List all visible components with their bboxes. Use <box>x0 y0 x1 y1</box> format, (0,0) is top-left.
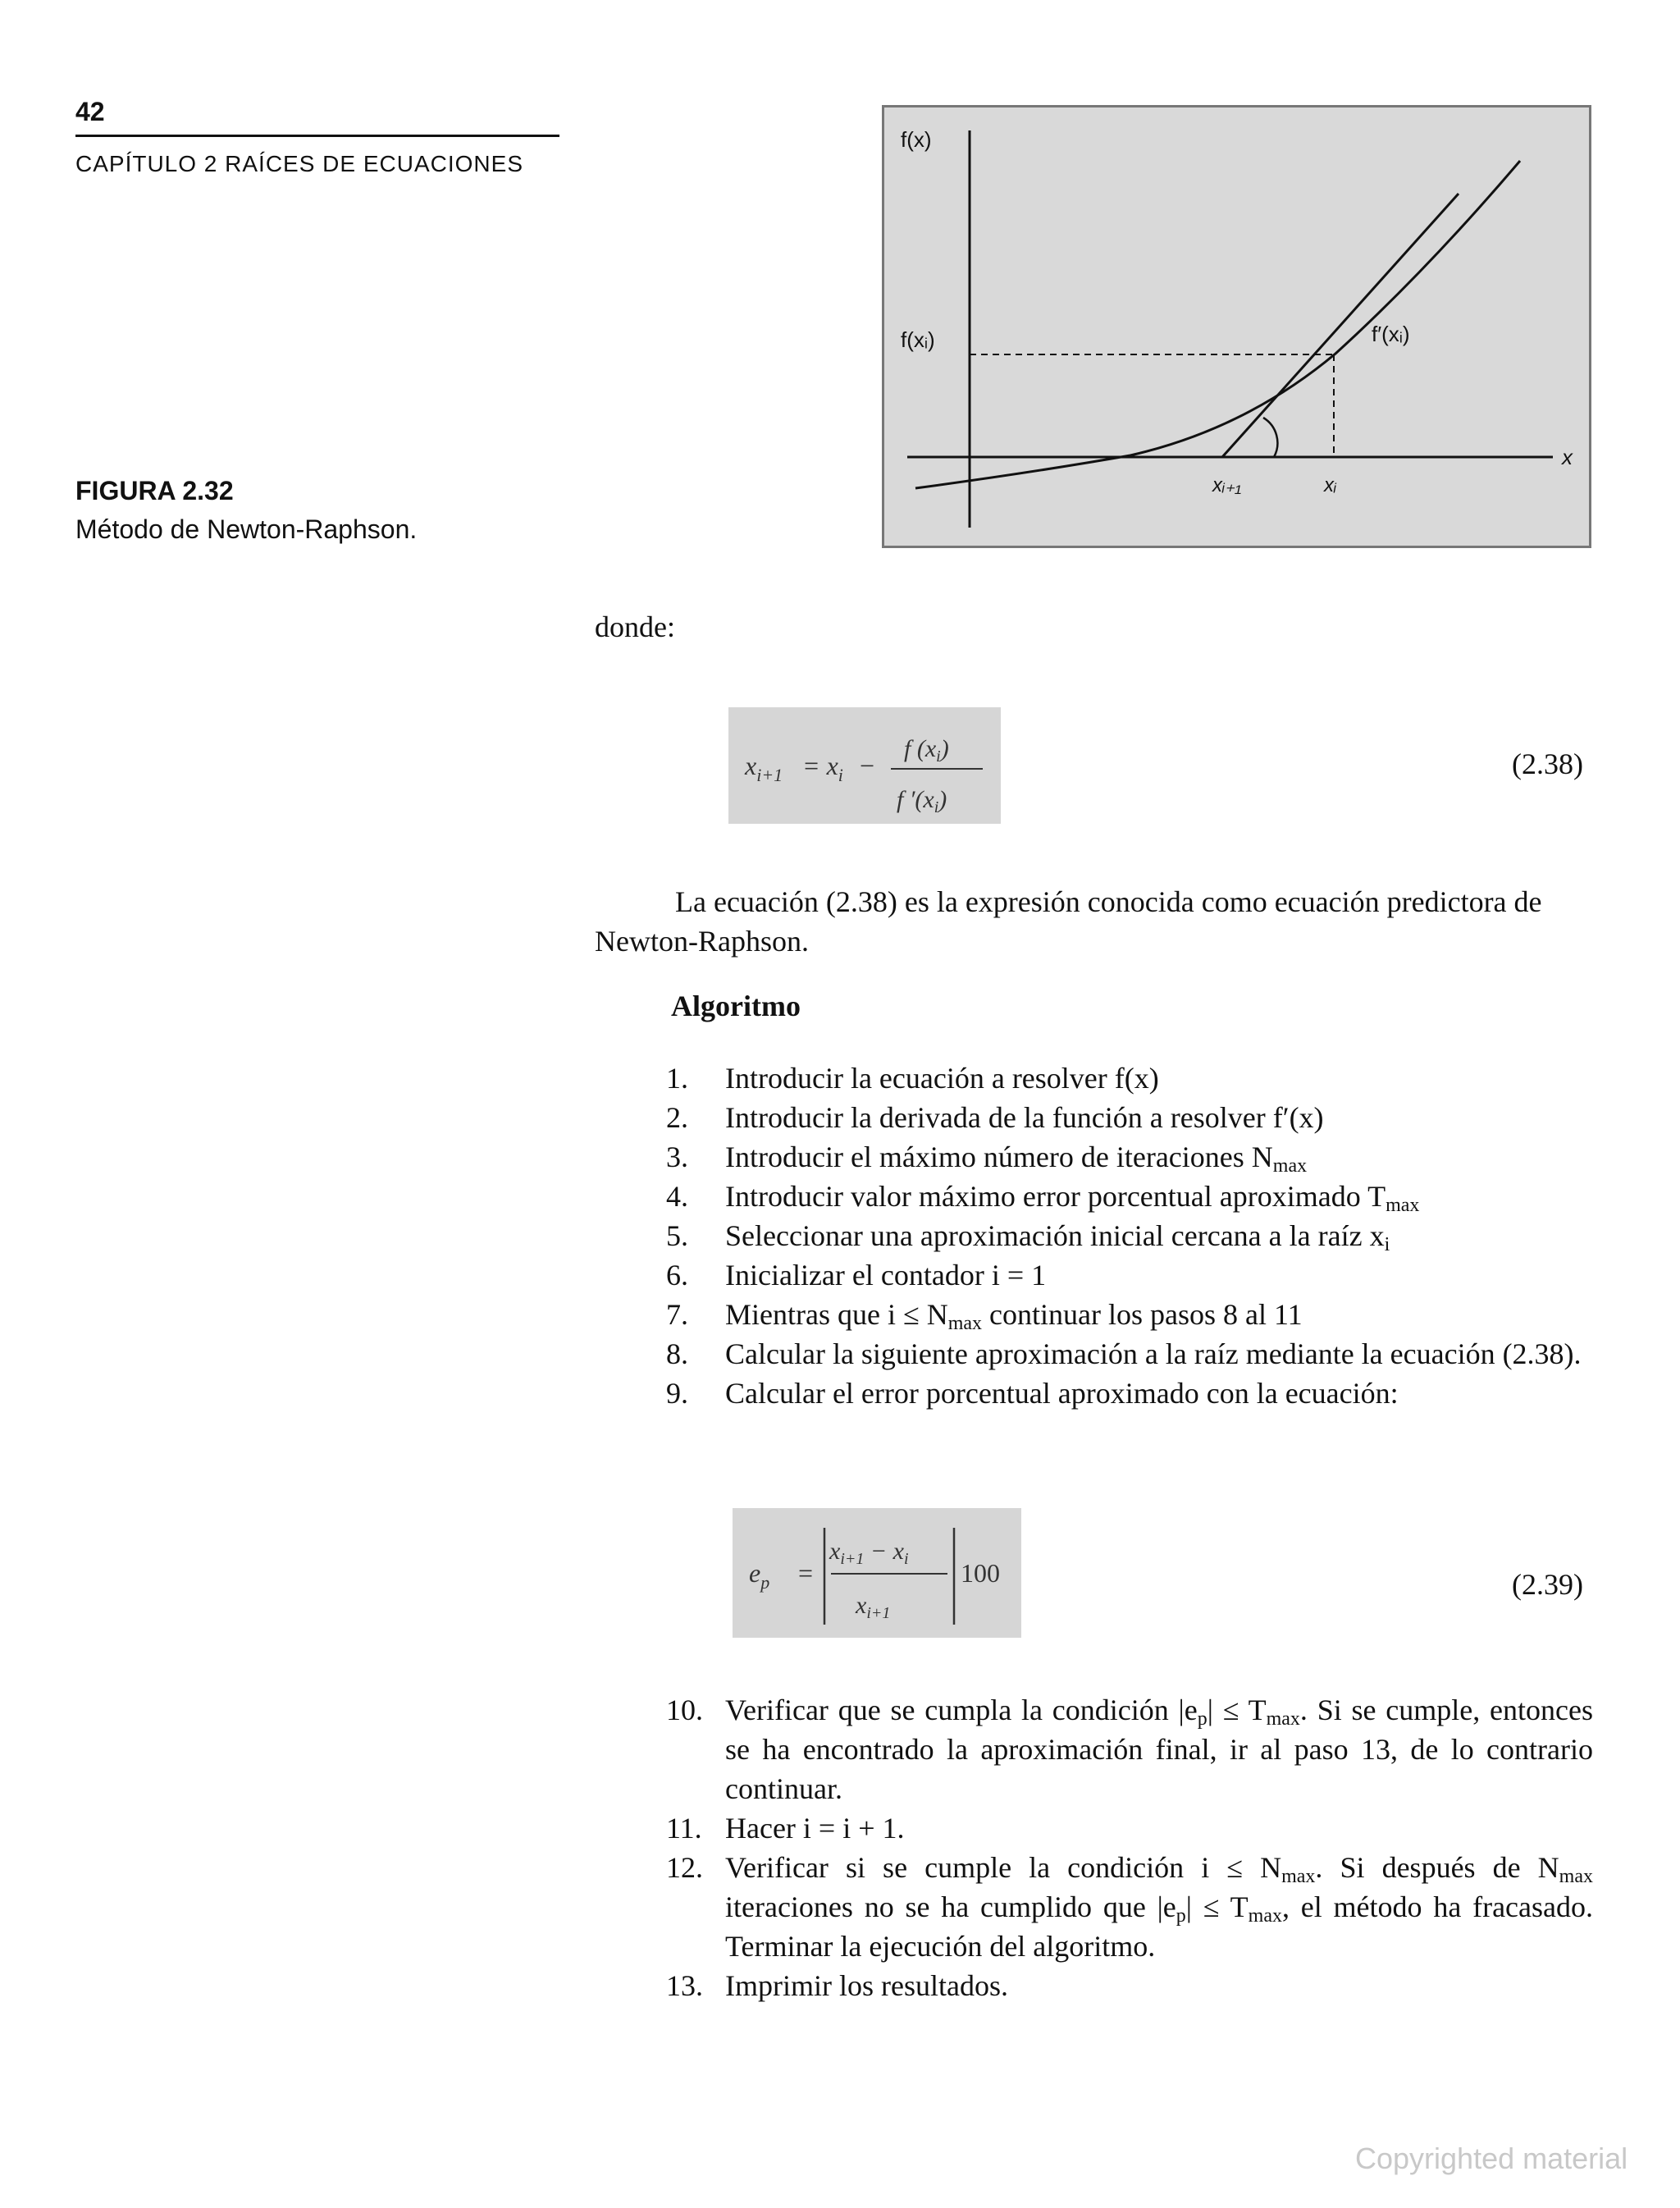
copyright-watermark: Copyrighted material <box>1355 2142 1628 2175</box>
svg-text:xi+1: $x_{i+1}$ <box>856 1592 891 1622</box>
angle-arc <box>1263 418 1277 457</box>
list-item: 8. Calcular la siguiente aproximación a la raíz mediante la ecuación (2.38). <box>666 1337 1582 1370</box>
tangent-line <box>1222 194 1459 457</box>
fx-axis-label: f(x) <box>901 127 932 152</box>
equation-number-2-39: (2.39) <box>1512 1568 1583 1601</box>
svg-text:= xi: = $x_i$ <box>802 751 843 785</box>
list-item: 11. Hacer i = i + 1. <box>666 1812 905 1845</box>
figure-graphic <box>884 107 1589 546</box>
header-rule <box>75 135 559 137</box>
svg-text:−: − <box>860 751 875 780</box>
newton-raphson-figure <box>882 105 1591 548</box>
list-item: 5. Seleccionar una aproximación inicial cercana a la raíz $x_i$ <box>666 1219 1390 1255</box>
figure-caption: Método de Newton-Raphson. <box>75 514 418 544</box>
list-item: 13. Imprimir los resultados. <box>666 1969 1008 2002</box>
paragraph-line-1: La ecuación (2.38) es la expresión conocida como ecuación predictora de <box>675 885 1542 918</box>
equation-2-39-graphic <box>733 1508 1021 1638</box>
function-curve <box>915 161 1520 488</box>
svg-text:xi+1: $x_{i+1}$ <box>745 751 783 785</box>
list-item: 2. Introducir la derivada de la función a resolver f′(x) <box>666 1101 1324 1134</box>
list-item: 7. Mientras que $i \le N_{max}$ continuar los pasos 8 al 11 <box>666 1298 1303 1334</box>
figure-label: FIGURA 2.32 <box>75 476 234 505</box>
svg-text:xi+1 − xi: $x_{i+1} - x_i$ <box>829 1538 909 1568</box>
xi1-label: xᵢ₊₁ <box>1212 474 1242 496</box>
equation-2-38 <box>728 707 1001 824</box>
list-item: 6. Inicializar el contador i = 1 <box>666 1259 1047 1291</box>
list-item: 12. Verificar si se cumple la condición $i \le N_{max}$. Si después de $N_{max}$ iteraciones no se ha cumplido que $|e_p| \le T_{max}$, el método ha fracasado. Terminar la ejecución del algoritmo. <box>666 1851 1593 1963</box>
list-item: 10. Verificar que se cumpla la condición $|e_p| \le T_{max}$. Si se cumple, entonces se ha encontrado la aproximación final, ir al paso 13, de lo contrario continuar. <box>666 1694 1593 1805</box>
algorithm-steps-1-9 <box>666 1058 1593 1413</box>
list-item: 4. Introducir valor máximo error porcentual aproximado $T_{max}$ <box>666 1180 1420 1216</box>
list-item: 9. Calcular el error porcentual aproximado con la ecuación: <box>666 1377 1399 1410</box>
svg-text:100: 100 <box>961 1558 1000 1588</box>
paragraph-line-2: Newton-Raphson. <box>595 925 809 958</box>
svg-text:f ′(xi): f $'(x_i)$ <box>897 786 947 816</box>
equation-number-2-38: (2.38) <box>1512 747 1583 780</box>
x-axis-label: x <box>1562 445 1573 469</box>
svg-text:=: = <box>798 1558 814 1588</box>
list-item: 3. Introducir el máximo número de iteraciones $N_{max}$ <box>666 1141 1308 1177</box>
page-number: 42 <box>75 97 105 126</box>
chapter-title: CAPÍTULO 2 RAÍCES DE ECUACIONES <box>75 151 524 176</box>
equation-2-38-graphic <box>728 707 1001 824</box>
list-item: 1. Introducir la ecuación a resolver f(x) <box>666 1062 1159 1095</box>
svg-text:f (xi): f $(x_i)$ <box>904 735 949 766</box>
equation-2-39 <box>733 1508 1021 1638</box>
xi-label: xᵢ <box>1324 474 1336 496</box>
algorithm-heading: Algoritmo <box>671 990 801 1022</box>
derivative-label: f′(xᵢ) <box>1372 322 1410 346</box>
paragraph <box>595 882 1594 961</box>
fxi-label: f(xᵢ) <box>901 327 935 352</box>
svg-text:ep: $e_p$ <box>749 1558 770 1593</box>
donde-text: donde: <box>595 610 675 643</box>
algorithm-steps-10-13 <box>666 1690 1593 2005</box>
